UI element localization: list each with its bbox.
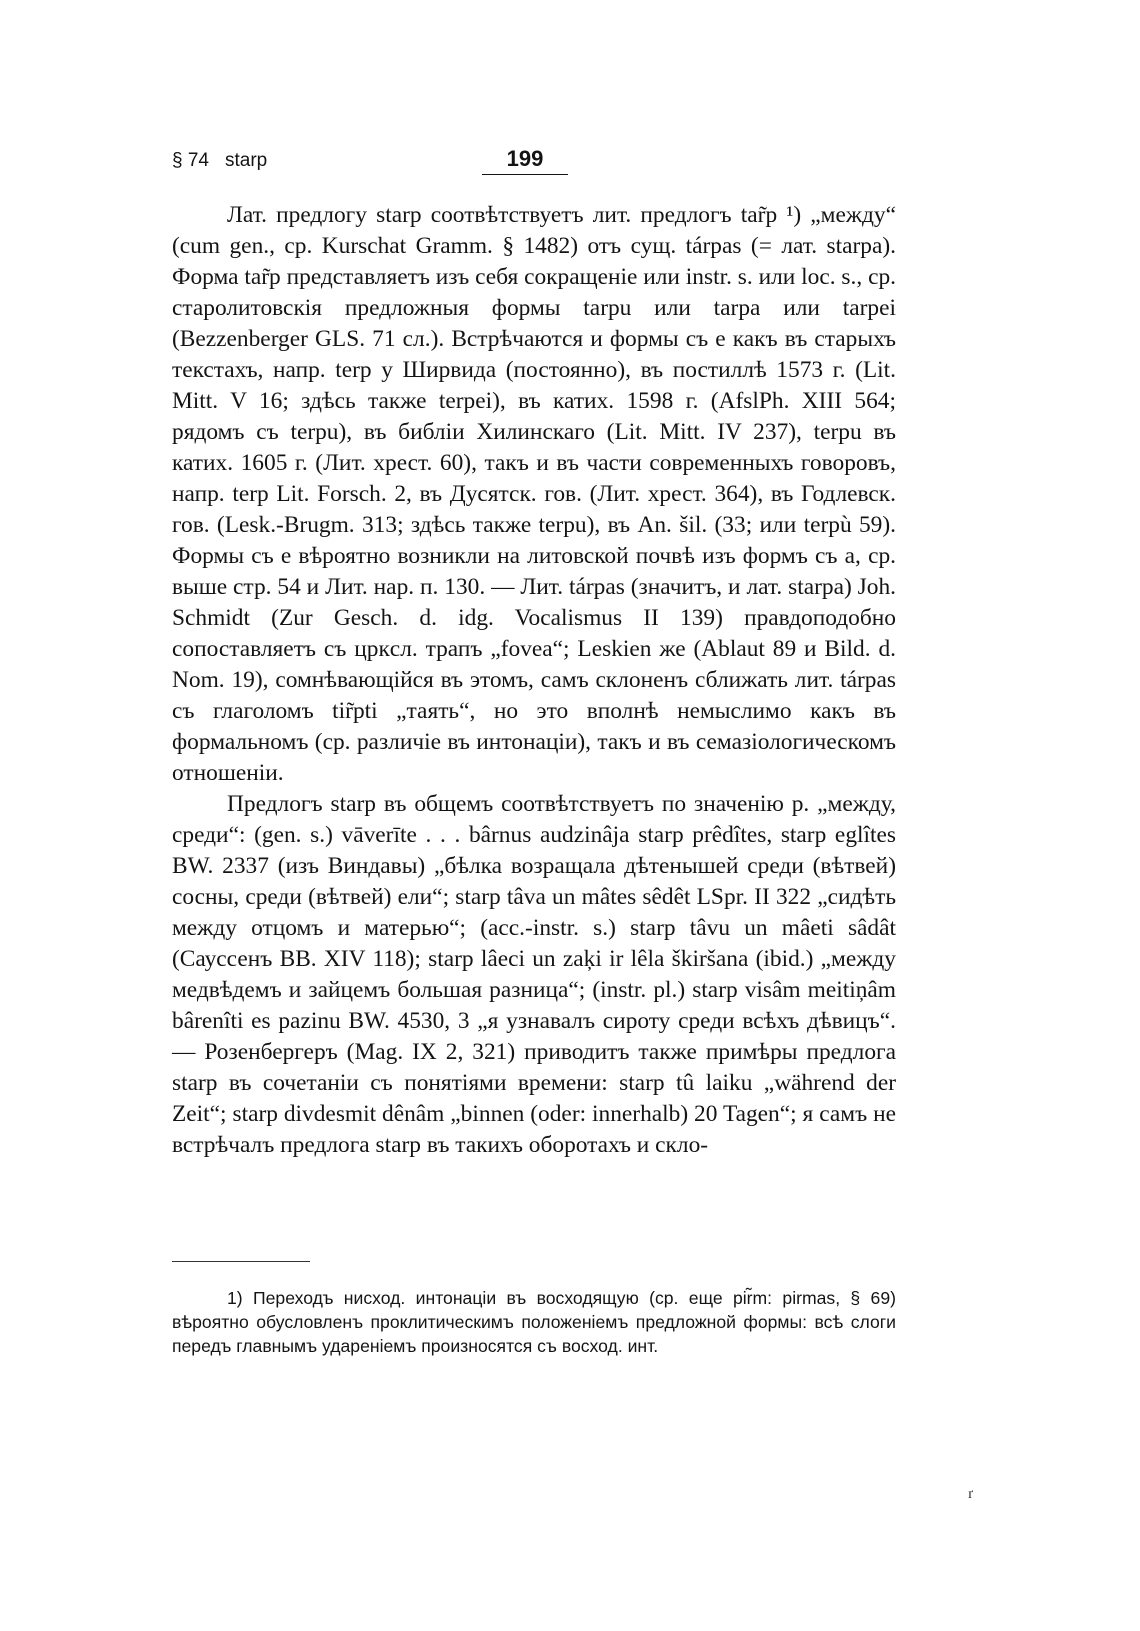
main-text bbox=[172, 200, 896, 1161]
scan-mark: ґ bbox=[968, 1487, 973, 1502]
footnote bbox=[172, 1286, 896, 1358]
page-number: 199 bbox=[482, 146, 568, 175]
paragraph-1: Лат. предлогу starp соотвѣтствуетъ лит. предлогъ tar̃p ¹) „между“ (cum gen., ср. Kurschat Gramm. § 1482) отъ сущ. tárpas (= лат. starpa). Форма tar̃p представляетъ изъ себя сокращеніе или instr. s. или loc. s., ср. старолитовскія предложныя формы tarpu или tarpa или tarpei (Bezzenberger GLS. 71 сл.). Встрѣчаются и формы съ e какъ въ старыхъ текстахъ, напр. terp у Ширвида (постоянно), въ постиллѣ 1573 г. (Lit. Mitt. V 16; здѣсь также terpei), въ катих. 1598 г. (AfslPh. XIII 564; рядомъ съ terpu), въ библіи Хилинскаго (Lit. Mitt. IV 237), terpu въ катих. 1605 г. (Лит. хрест. 60), такъ и въ части современныхъ говоровъ, напр. terp Lit. Forsch. 2, въ Дусятск. гов. (Лит. хрест. 364), въ Годлевск. гов. (Lesk.-Brugm. 313; здѣсь также terpu), въ An. šil. (33; или terpù 59). Формы съ e вѣроятно возникли на литовской почвѣ изъ формъ съ a, ср. выше стр. 54 и Лит. нар. п. 130. — Лит. tárpas (значитъ, и лат. starpa) Joh. Schmidt (Zur Gesch. d. idg. Vocalismus II 139) правдоподобно сопоставляетъ съ цркcл. трапъ „fovea“; Leskien же (Ablaut 89 и Bild. d. Nom. 19), сомнѣвающійся въ этомъ, самъ склоненъ сближать лит. tárpas съ глаголомъ tir̃pti „таять“, но это вполнѣ немыслимо какъ въ формальномъ (ср. различіе въ интонаціи), такъ и въ семазіологическомъ отношеніи. bbox=[172, 202, 896, 786]
header-word: starp bbox=[224, 150, 268, 171]
footnote-divider bbox=[172, 1261, 310, 1262]
footnote-text: 1) Переходъ нисход. интонаціи въ восходящую (ср. еще pir̃m: pirmas, § 69) вѣроятно обусловленъ проклитическимъ положеніемъ предложной формы: всѣ слоги передъ главнымъ удареніемъ произносятся съ восход. инт. bbox=[172, 1288, 896, 1356]
paragraph-2: Предлогъ starp въ общемъ соотвѣтствуетъ по значенію р. „между, среди“: (gen. s.) vāverīte . . . bârnus audzinâja starp prêdîtes, starp eglîtes BW. 2337 (изъ Виндавы) „бѣлка возращала дѣтенышей среди (вѣтвей) сосны, среди (вѣтвей) ели“; starp tâva un mâtes sêdêt LSpr. II 322 „сидѣть между отцомъ и матерью“; (acc.-instr. s.) starp tâvu un mâeti sâdât (Сауссенъ BB. XIV 118); starp lâeci un zaķi ir lêla škiršana (ibid.) „между медвѣдемъ и зайцемъ большая разница“; (instr. pl.) starp visâm meitiņâm bârenîti es pazinu BW. 4530, 3 „я узнавалъ сироту среди всѣхъ дѣвицъ“. — Розенбергеръ (Mag. IX 2, 321) приводитъ также примѣры предлога starp въ сочетаніи съ понятіями времени: starp tû laiku „während der Zeit“; starp divdesmit dênâm „binnen (oder: innerhalb) 20 Tagen“; я самъ не встрѣчалъ предлога starp въ такихъ оборотахъ и скло- bbox=[172, 791, 896, 1158]
section-number: § 74 bbox=[172, 150, 209, 171]
running-header bbox=[172, 146, 904, 180]
section-reference bbox=[172, 150, 267, 172]
